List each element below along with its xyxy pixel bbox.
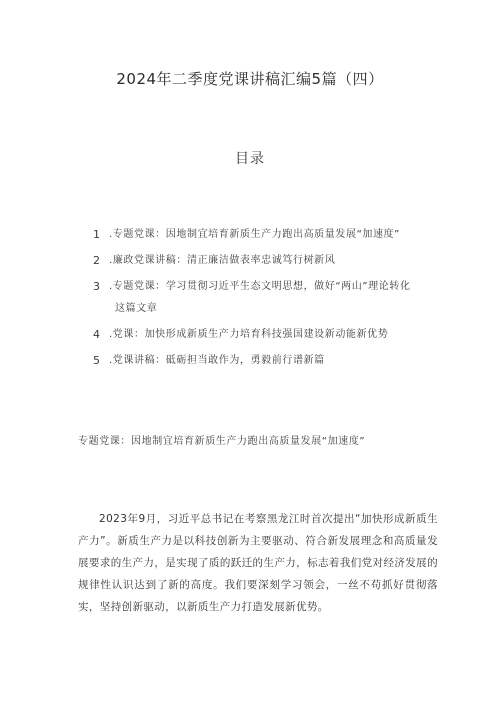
toc-item-number: 1	[93, 228, 100, 241]
toc-item-2[interactable]	[93, 250, 453, 272]
document-title: 2024年二季度党课讲稿汇编5篇（四）	[116, 70, 384, 88]
toc-item-number: 2	[93, 254, 100, 267]
toc-item-label	[109, 350, 453, 372]
toc-item-text: .专题党课：因地制宜培育新质生产力跑出高质量发展“加速度”	[109, 229, 400, 240]
toc-item-text: .专题党课：学习贯彻习近平生态文明思想，做好“两山”理论转化	[109, 281, 411, 292]
table-of-contents	[93, 224, 453, 376]
toc-item-text: .党课：加快形成新质生产力培育科技强国建设新动能新优势	[109, 329, 389, 340]
toc-item-text-continued: 这篇文章	[115, 303, 158, 314]
toc-item-number: 3	[93, 280, 100, 293]
toc-item-4[interactable]	[93, 324, 453, 346]
toc-item-label	[109, 224, 453, 246]
toc-item-1[interactable]	[93, 224, 453, 246]
toc-heading: 目录	[235, 151, 265, 167]
toc-item-label	[109, 324, 453, 346]
section-title: 专题党课：因地制宜培育新质生产力跑出高质量发展“加速度”	[78, 436, 366, 447]
toc-item-3[interactable]	[93, 276, 453, 320]
toc-item-5[interactable]	[93, 350, 453, 372]
toc-item-number: 5	[93, 354, 100, 367]
toc-item-text: .廉政党课讲稿：清正廉洁做表率忠诚笃行树新风	[109, 255, 336, 266]
toc-item-label	[109, 276, 453, 320]
toc-item-label	[109, 250, 453, 272]
toc-item-number: 4	[93, 328, 100, 341]
body-paragraph: 2023年9月，习近平总书记在考察黑龙江时首次提出“加快形成新质生产力”。新质生产力是以科技创新为主要驱动、符合新发展理念和高质量发展要求的生产力，是实现了质的跃迁的生产力，标志着我们党对经济发展的规律性认识达到了新的高度。我们要深刻学习领会，一丝不苟抓好贯彻落实，坚持创新驱动，以新质生产力打造发展新优势。	[78, 513, 438, 613]
toc-item-text: .党课讲稿：砥砺担当敢作为，勇毅前行谱新篇	[109, 355, 325, 366]
